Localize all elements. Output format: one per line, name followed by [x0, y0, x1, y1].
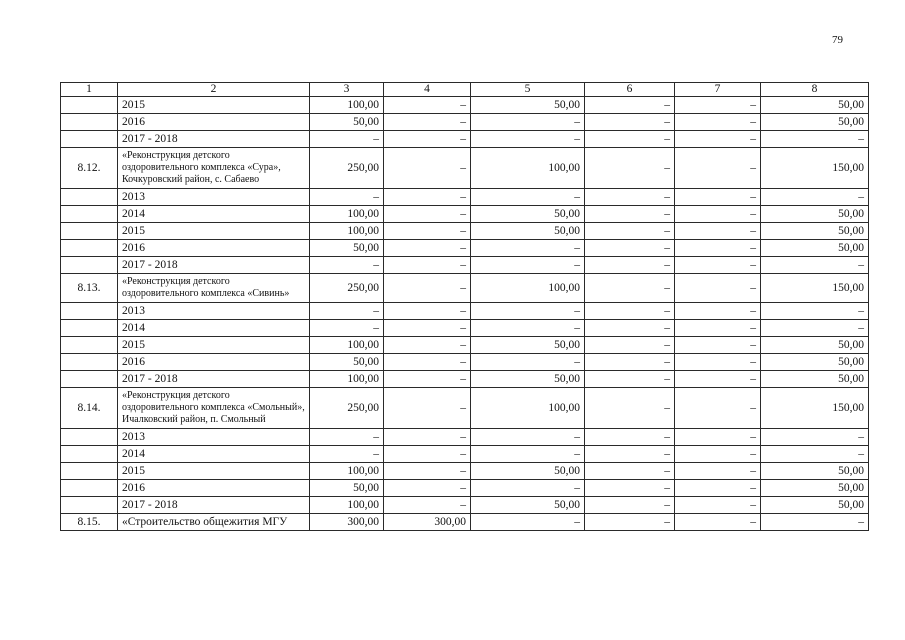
col-3-value: 50,00 [310, 480, 384, 497]
col-6-value: – [585, 131, 675, 148]
col-3-value: – [310, 303, 384, 320]
col-5-value: 100,00 [471, 388, 585, 429]
header-cell-5: 5 [471, 83, 585, 97]
col-5-value: 50,00 [471, 337, 585, 354]
table-row [61, 257, 869, 274]
col-5-value: – [471, 131, 585, 148]
col-6-value: – [585, 97, 675, 114]
col-5-value: 50,00 [471, 97, 585, 114]
row-name: 2013 [118, 303, 310, 320]
table-row [61, 371, 869, 388]
col-7-value: – [675, 240, 761, 257]
col-4-value: – [384, 303, 471, 320]
col-7-value: – [675, 206, 761, 223]
col-8-value: 50,00 [761, 354, 869, 371]
col-6-value: – [585, 354, 675, 371]
table-row [61, 446, 869, 463]
col-6-value: – [585, 371, 675, 388]
col-5-value: – [471, 354, 585, 371]
col-8-value: 150,00 [761, 388, 869, 429]
col-3-value: – [310, 320, 384, 337]
col-7-value: – [675, 497, 761, 514]
budget-table [60, 82, 869, 531]
col-6-value: – [585, 148, 675, 189]
col-3-value: 100,00 [310, 337, 384, 354]
row-name: 2017 - 2018 [118, 497, 310, 514]
row-index [61, 354, 118, 371]
col-5-value: 50,00 [471, 206, 585, 223]
col-6-value: – [585, 240, 675, 257]
col-3-value: 100,00 [310, 463, 384, 480]
col-3-value: 50,00 [310, 240, 384, 257]
col-3-value: – [310, 131, 384, 148]
col-3-value: – [310, 189, 384, 206]
row-name: 2014 [118, 446, 310, 463]
col-7-value: – [675, 97, 761, 114]
col-7-value: – [675, 429, 761, 446]
col-8-value: – [761, 446, 869, 463]
table-row [61, 189, 869, 206]
col-3-value: 300,00 [310, 514, 384, 531]
col-3-value: 250,00 [310, 274, 384, 303]
col-4-value: – [384, 446, 471, 463]
col-8-value: – [761, 514, 869, 531]
table-body [61, 97, 869, 531]
col-4-value: 300,00 [384, 514, 471, 531]
col-4-value: – [384, 463, 471, 480]
col-5-value: – [471, 514, 585, 531]
col-7-value: – [675, 514, 761, 531]
row-name: «Реконструкция детского оздоровительного комплекса «Сивинь» [118, 274, 310, 303]
col-7-value: – [675, 371, 761, 388]
col-3-value: 100,00 [310, 497, 384, 514]
row-name: «Реконструкция детского оздоровительного комплекса «Смольный», Ичалковский район, п. Смольный [118, 388, 310, 429]
row-name: 2015 [118, 463, 310, 480]
row-name: 2015 [118, 97, 310, 114]
row-index: 8.12. [61, 148, 118, 189]
row-name: 2017 - 2018 [118, 371, 310, 388]
col-8-value: – [761, 429, 869, 446]
table-row [61, 131, 869, 148]
table-row [61, 463, 869, 480]
row-index [61, 320, 118, 337]
row-name: 2016 [118, 480, 310, 497]
col-6-value: – [585, 320, 675, 337]
row-index [61, 337, 118, 354]
col-8-value: 150,00 [761, 148, 869, 189]
col-8-value: 50,00 [761, 497, 869, 514]
row-name: 2016 [118, 240, 310, 257]
col-4-value: – [384, 274, 471, 303]
col-5-value: – [471, 189, 585, 206]
col-7-value: – [675, 274, 761, 303]
row-index [61, 429, 118, 446]
row-index [61, 463, 118, 480]
col-8-value: 150,00 [761, 274, 869, 303]
table-row [61, 240, 869, 257]
table-row-project [61, 274, 869, 303]
row-index [61, 189, 118, 206]
col-5-value: 50,00 [471, 463, 585, 480]
col-7-value: – [675, 337, 761, 354]
header-cell-6: 6 [585, 83, 675, 97]
col-4-value: – [384, 114, 471, 131]
col-8-value: – [761, 131, 869, 148]
col-4-value: – [384, 320, 471, 337]
row-index [61, 240, 118, 257]
col-4-value: – [384, 354, 471, 371]
col-3-value: – [310, 429, 384, 446]
col-7-value: – [675, 189, 761, 206]
table-row [61, 320, 869, 337]
col-6-value: – [585, 514, 675, 531]
col-3-value: 250,00 [310, 148, 384, 189]
col-5-value: – [471, 303, 585, 320]
header-cell-8: 8 [761, 83, 869, 97]
row-index [61, 223, 118, 240]
row-name: «Реконструкция детского оздоровительного комплекса «Сура», Кочкуровский район, с. Сабаево [118, 148, 310, 189]
table-row-project [61, 148, 869, 189]
col-7-value: – [675, 320, 761, 337]
col-7-value: – [675, 303, 761, 320]
col-6-value: – [585, 337, 675, 354]
header-row [61, 83, 869, 97]
col-3-value: 50,00 [310, 354, 384, 371]
col-6-value: – [585, 480, 675, 497]
table-row [61, 514, 869, 531]
col-8-value: 50,00 [761, 240, 869, 257]
col-7-value: – [675, 114, 761, 131]
col-3-value: 100,00 [310, 223, 384, 240]
col-4-value: – [384, 97, 471, 114]
col-6-value: – [585, 114, 675, 131]
col-7-value: – [675, 257, 761, 274]
header-cell-4: 4 [384, 83, 471, 97]
col-4-value: – [384, 206, 471, 223]
row-index [61, 371, 118, 388]
row-name: 2013 [118, 429, 310, 446]
col-5-value: 50,00 [471, 497, 585, 514]
col-5-value: 50,00 [471, 371, 585, 388]
table-row [61, 337, 869, 354]
col-6-value: – [585, 429, 675, 446]
col-4-value: – [384, 148, 471, 189]
col-5-value: – [471, 114, 585, 131]
col-6-value: – [585, 274, 675, 303]
row-index [61, 206, 118, 223]
page-number: 79 [832, 34, 843, 46]
row-name: 2014 [118, 320, 310, 337]
table-row [61, 223, 869, 240]
col-3-value: 100,00 [310, 371, 384, 388]
table-row [61, 97, 869, 114]
table-row [61, 206, 869, 223]
col-4-value: – [384, 337, 471, 354]
table-row [61, 480, 869, 497]
col-7-value: – [675, 148, 761, 189]
header-cell-2: 2 [118, 83, 310, 97]
col-8-value: 50,00 [761, 223, 869, 240]
col-7-value: – [675, 388, 761, 429]
col-4-value: – [384, 240, 471, 257]
col-7-value: – [675, 131, 761, 148]
col-5-value: – [471, 240, 585, 257]
row-index: 8.15. [61, 514, 118, 531]
col-6-value: – [585, 446, 675, 463]
col-6-value: – [585, 463, 675, 480]
col-8-value: – [761, 257, 869, 274]
header-cell-3: 3 [310, 83, 384, 97]
col-7-value: – [675, 463, 761, 480]
row-index [61, 114, 118, 131]
col-6-value: – [585, 206, 675, 223]
col-3-value: 100,00 [310, 206, 384, 223]
col-7-value: – [675, 446, 761, 463]
col-4-value: – [384, 371, 471, 388]
row-index [61, 131, 118, 148]
col-4-value: – [384, 223, 471, 240]
col-6-value: – [585, 388, 675, 429]
table-row [61, 497, 869, 514]
col-5-value: – [471, 480, 585, 497]
col-8-value: 50,00 [761, 206, 869, 223]
table-row [61, 114, 869, 131]
col-7-value: – [675, 223, 761, 240]
row-name: «Строительство общежития МГУ [118, 514, 310, 531]
row-name: 2017 - 2018 [118, 257, 310, 274]
col-4-value: – [384, 257, 471, 274]
row-index [61, 97, 118, 114]
row-name: 2015 [118, 337, 310, 354]
col-4-value: – [384, 131, 471, 148]
col-4-value: – [384, 388, 471, 429]
row-name: 2016 [118, 114, 310, 131]
col-8-value: 50,00 [761, 463, 869, 480]
col-7-value: – [675, 354, 761, 371]
col-8-value: – [761, 303, 869, 320]
col-3-value: 50,00 [310, 114, 384, 131]
row-index: 8.14. [61, 388, 118, 429]
col-8-value: 50,00 [761, 114, 869, 131]
col-8-value: 50,00 [761, 480, 869, 497]
row-index [61, 480, 118, 497]
row-index: 8.13. [61, 274, 118, 303]
col-8-value: 50,00 [761, 371, 869, 388]
col-3-value: – [310, 257, 384, 274]
col-6-value: – [585, 497, 675, 514]
row-index [61, 446, 118, 463]
col-4-value: – [384, 480, 471, 497]
col-4-value: – [384, 189, 471, 206]
col-4-value: – [384, 497, 471, 514]
col-6-value: – [585, 189, 675, 206]
col-8-value: 50,00 [761, 337, 869, 354]
row-name: 2017 - 2018 [118, 131, 310, 148]
col-3-value: 100,00 [310, 97, 384, 114]
col-5-value: – [471, 446, 585, 463]
row-index [61, 303, 118, 320]
col-6-value: – [585, 303, 675, 320]
col-3-value: 250,00 [310, 388, 384, 429]
row-index [61, 497, 118, 514]
row-name: 2013 [118, 189, 310, 206]
header-cell-1: 1 [61, 83, 118, 97]
row-name: 2015 [118, 223, 310, 240]
col-5-value: 50,00 [471, 223, 585, 240]
col-3-value: – [310, 446, 384, 463]
header-cell-7: 7 [675, 83, 761, 97]
col-5-value: – [471, 257, 585, 274]
col-8-value: 50,00 [761, 97, 869, 114]
col-6-value: – [585, 223, 675, 240]
table-row [61, 429, 869, 446]
col-7-value: – [675, 480, 761, 497]
col-5-value: 100,00 [471, 274, 585, 303]
row-name: 2016 [118, 354, 310, 371]
table-row [61, 303, 869, 320]
row-index [61, 257, 118, 274]
col-8-value: – [761, 189, 869, 206]
col-5-value: – [471, 429, 585, 446]
table-row-project [61, 388, 869, 429]
col-5-value: – [471, 320, 585, 337]
row-name: 2014 [118, 206, 310, 223]
table-row [61, 354, 869, 371]
col-4-value: – [384, 429, 471, 446]
col-5-value: 100,00 [471, 148, 585, 189]
col-6-value: – [585, 257, 675, 274]
col-8-value: – [761, 320, 869, 337]
